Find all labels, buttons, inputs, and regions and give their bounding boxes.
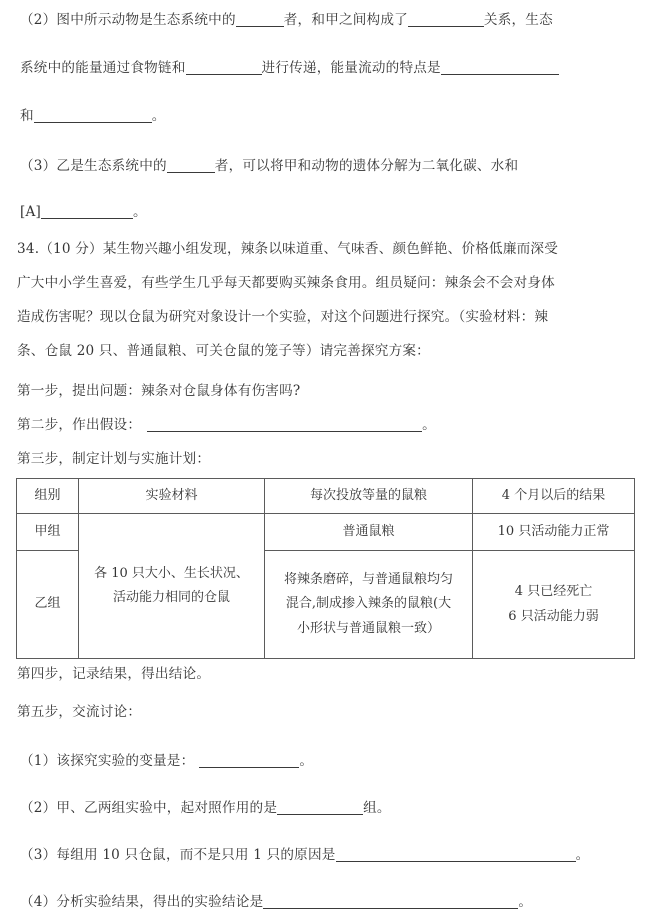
answer-blank[interactable] (263, 908, 518, 909)
question-2-line-2 (20, 62, 559, 76)
table-row (17, 514, 635, 551)
answer-blank[interactable] (336, 861, 576, 862)
answer-blank[interactable] (236, 26, 284, 27)
table-header-material: 实验材料 (79, 479, 265, 514)
q34-step-5: 第五步，交流讨论： (17, 704, 142, 720)
table-cell-feed-line-1: 将辣条磨碎，与普通鼠粮均匀 (283, 572, 453, 588)
answer-blank[interactable] (34, 122, 152, 123)
q34-sub-3-period: 。 (575, 847, 590, 863)
answer-blank[interactable] (277, 814, 363, 815)
q34-sub-2-text: （2）甲、乙两组实验中，起对照作用的是 (20, 800, 278, 816)
q34-step-2-label: 第二步，作出假设： (17, 417, 142, 433)
question-2-text-a: （2）图中所示动物是生态系统中的 (20, 12, 236, 28)
q34-stem-line-4: 条、仓鼠 20 只、普通鼠粮、可关仓鼠的笼子等）请完善探究方案： (17, 343, 430, 359)
table-header-feed: 每次投放等量的鼠粮 (265, 479, 473, 514)
answer-blank[interactable] (441, 74, 559, 75)
question-3-line-1 (20, 160, 518, 174)
q34-stem-line-2: 广大中小学生喜爱，有些学生几乎每天都要购买辣条食用。组员疑问：辣条会不会对身体 (17, 275, 555, 291)
q34-sub-4-period: 。 (518, 894, 532, 910)
question-2-text-c: 关系，生态 (483, 12, 553, 28)
q34-sub-1 (20, 755, 313, 769)
table-cell-group-b: 乙组 (17, 551, 79, 659)
table-cell-result-line-1: 4 只已经死亡 (514, 584, 593, 600)
question-2-text-d: 系统中的能量通过食物链和 (20, 60, 186, 76)
table-cell-result-a: 10 只活动能力正常 (473, 514, 635, 551)
answer-blank[interactable] (199, 767, 299, 768)
q34-sub-2-suffix: 组。 (363, 800, 391, 816)
question-3-line-2 (20, 206, 147, 220)
question-3-text-b: 者，可以将甲和动物的遗体分解为二氧化碳、水和 (214, 158, 519, 174)
question-3-period: 。 (133, 204, 147, 220)
q34-sub-4-text: （4）分析实验结果，得出的实验结论是 (20, 894, 264, 910)
experiment-plan-table (16, 478, 635, 659)
table-cell-feed-line-3: 小形状与普通鼠粮一致） (296, 620, 440, 636)
question-2-line-3 (20, 110, 165, 124)
q34-stem-line-1: 34.（10 分）某生物兴趣小组发现，辣条以味道重、气味香、颜色鲜艳、价格低廉而深受 (17, 241, 559, 257)
q34-sub-1-text: （1）该探究实验的变量是： (20, 753, 195, 769)
q34-sub-1-period: 。 (299, 753, 313, 769)
question-3-label-a: [A] (20, 204, 42, 220)
table-cell-group-a: 甲组 (17, 514, 79, 551)
question-3-text-a: （3）乙是生态系统中的 (20, 158, 167, 174)
question-2-text-f: 和 (20, 108, 34, 124)
table-cell-material-shared (79, 514, 265, 659)
q34-stem-line-3: 造成伤害呢？现以仓鼠为研究对象设计一个实验，对这个问题进行探究。（实验材料：辣 (17, 309, 549, 325)
table-cell-material-line-1: 各 10 只大小、生长状况、 (94, 565, 249, 581)
question-2-line-1 (20, 14, 553, 28)
q34-step-2 (17, 419, 436, 433)
answer-blank[interactable] (147, 431, 422, 432)
table-header-result: 4 个月以后的结果 (473, 479, 635, 514)
q34-sub-2 (20, 802, 391, 816)
table-header-group: 组别 (17, 479, 79, 514)
table-cell-feed-b (265, 551, 473, 659)
table-cell-result-line-2: 6 只活动能力弱 (508, 608, 599, 624)
q34-sub-3 (20, 849, 589, 863)
table-header-row (17, 479, 635, 514)
q34-step-4: 第四步，记录结果，得出结论。 (17, 666, 211, 682)
question-2-text-b: 者，和甲之间构成了 (283, 12, 408, 28)
q34-sub-3-text: （3）每组用 10 只仓鼠，而不是只用 1 只的原因是 (20, 847, 336, 863)
answer-blank[interactable] (167, 172, 215, 173)
q34-step-1: 第一步，提出问题：辣条对仓鼠身体有伤害吗? (17, 383, 301, 399)
question-2-text-e: 进行传递，能量流动的特点是 (261, 60, 441, 76)
table-cell-material-line-2: 活动能力相同的仓鼠 (112, 590, 230, 605)
table-cell-result-b (473, 551, 635, 659)
answer-blank[interactable] (408, 26, 484, 27)
table-cell-feed-line-2: 混合,制成掺入辣条的鼠粮(大 (285, 596, 452, 612)
answer-blank[interactable] (186, 74, 262, 75)
q34-step-3: 第三步，制定计划与实施计划： (17, 451, 211, 467)
question-2-period: 。 (151, 108, 166, 124)
table-cell-feed-a: 普通鼠粮 (265, 514, 473, 551)
q34-sub-4 (20, 896, 532, 910)
answer-blank[interactable] (41, 218, 133, 219)
q34-step-2-period: 。 (422, 417, 436, 433)
